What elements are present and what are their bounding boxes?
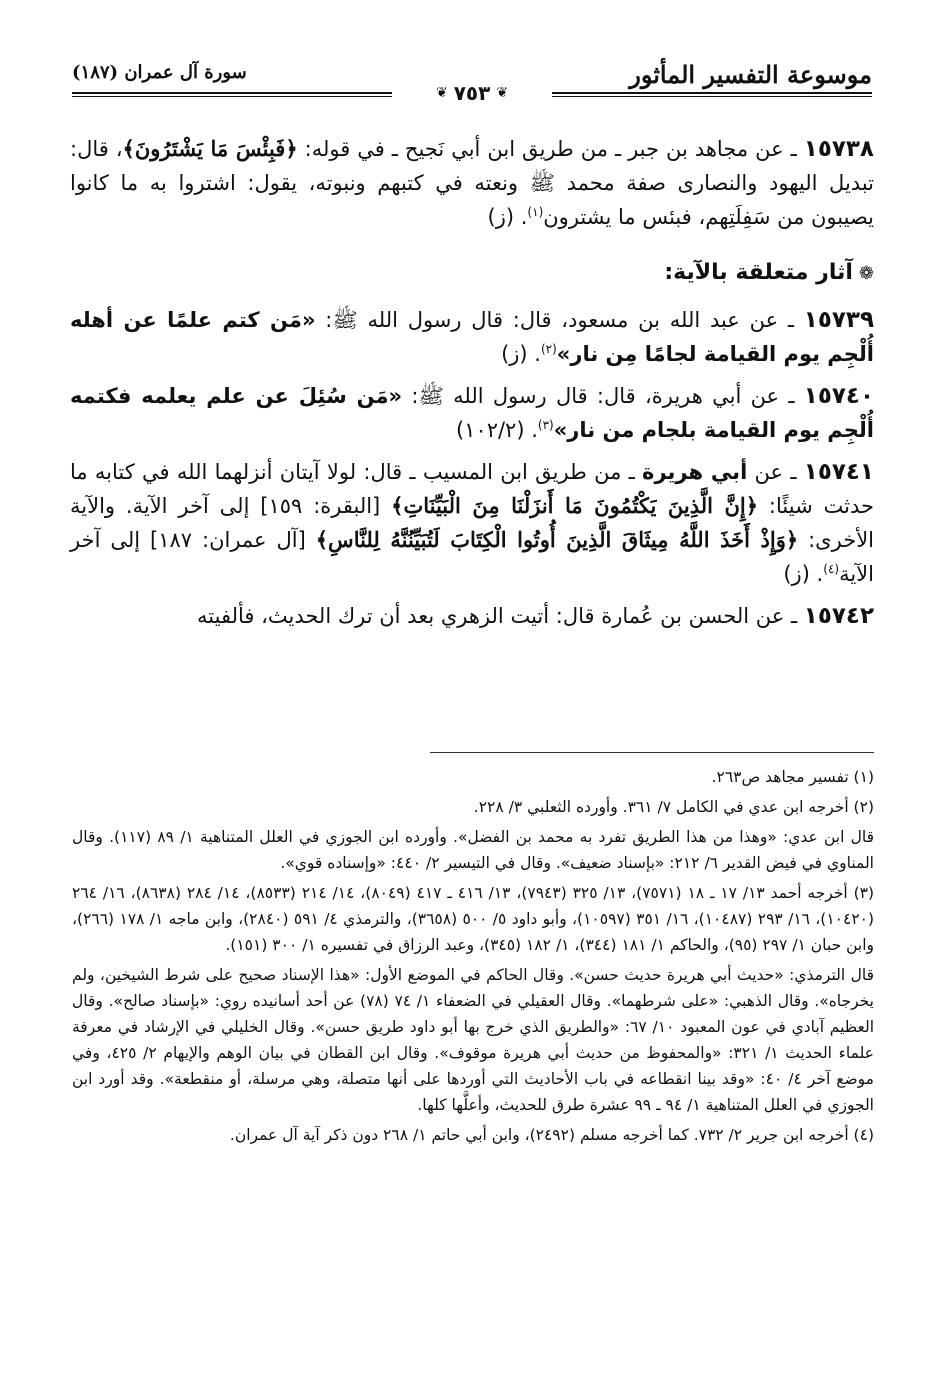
- entry-text: ـ من طريق ابن المسيب ـ قال: لولا آيتان أنزلهما الله في كتابه ما حدثت شيئًا:: [70, 460, 875, 518]
- hadith-text: «مَن كتم علمًا عن أهله أُلْجِم يوم القيامة لجامًا مِن نار»: [70, 308, 874, 366]
- footnote-ref: (٢): [540, 342, 557, 356]
- section-title: آثار متعلقة بالآية:: [664, 260, 853, 285]
- entry-number: ١٥٧٣٨: [803, 136, 874, 162]
- page-number: ٧٥٣: [453, 81, 491, 105]
- hadith-text: «مَن سُئِلَ عن علم يعلمه فكتمه أُلْجِم يوم القيامة بلجام من نار»: [70, 384, 874, 442]
- ornament-icon: ❦: [435, 85, 448, 101]
- narrator-name: أبي هريرة: [642, 460, 748, 484]
- footnote-ref: (٣): [537, 418, 554, 432]
- entry-15738: [70, 132, 874, 234]
- header-rule-right-thin: [552, 96, 872, 97]
- book-title: موسوعة التفسير المأثور: [629, 60, 872, 89]
- entry-15742: [70, 599, 874, 633]
- entry-number: ١٥٧٤٠: [803, 383, 874, 409]
- footnote: (٤) أخرجه ابن جرير ٢/ ٧٣٢. كما أخرجه مسلم (٢٤٩٢)، وابن أبي حاتم ١/ ٢٦٨ دون ذكر آية آل عمران.: [229, 1126, 874, 1144]
- section-heading: [70, 256, 874, 291]
- quran-verse: ﴿فَبِئْسَ مَا يَشْتَرُونَ﴾: [122, 136, 298, 161]
- entry-tail: . (ز): [487, 205, 528, 229]
- entry-text: ، قال: تبديل اليهود والنصارى صفة محمد ﷺ ونعته في كتبهم ونبوته، يقول: اشتروا به ما كانوا يصيبون من سَفِلَتِهم، فبئس ما يشترون: [70, 137, 874, 229]
- footnote: (١) تفسير مجاهد ص٢٦٣.: [711, 768, 874, 786]
- entry-15740: [70, 379, 874, 447]
- header-rule-right: [552, 92, 872, 94]
- footnote: قال الترمذي: «حديث أبي هريرة حديث حسن». وقال الحاكم في الموضع الأول: «هذا الإسناد صحيح على شرط الشيخين، ولم يخرجاه». وقال الذهبي: «على شرطهما». وقال العقيلي في الضعفاء ١/ ٧٤ (٧٨) عن أحد أسانيده روي: «بإسناد صالح». وقال العظيم آبادي في عون المعبود ١٠/ ٦٧: «والطريق الذي خرج بها أبو داود طريق حسن». وقال الخليلي في الإرشاد في معرفة علماء الحديث ١/ ٣٢١: «والمحفوظ من حديث أبي هريرة موقوف». وقال ابن القطان في بيان الوهم والإيهام ٢/ ٤٢٥، وفي موضع آخر ٤/ ٤٠: «وقد بينا انقطاعه في باب الأحاديث التي أوردها على أنها متصلة، وهي مرسلة، أو منقطعة». وقد أورد ابن الجوزي في العلل المتناهية ١/ ٩٤ ـ ٩٩ عشرة طرق للحديث، وأعلَّها كلها.: [72, 966, 874, 1114]
- header-rule-left-thin: [72, 96, 392, 97]
- page-header: [72, 54, 872, 106]
- footnotes: [72, 764, 874, 1152]
- footnote-ref: (٤): [823, 562, 840, 576]
- header-rule-left: [72, 92, 392, 94]
- entry-tail: . (ز): [501, 342, 541, 366]
- entry-number: ١٥٧٣٩: [803, 307, 874, 333]
- main-text: [70, 132, 874, 641]
- entry-text: [آل عمران: ١٨٧] إلى آخر الآية: [70, 528, 874, 586]
- entry-tail: . (ز): [783, 562, 824, 586]
- entry-text: ـ عن: [747, 460, 804, 484]
- entry-text: ـ عن أبي هريرة، قال: قال رسول الله ﷺ:: [402, 384, 804, 408]
- ornament-icon: ❦: [496, 85, 509, 101]
- footnote: (٣) أخرجه أحمد ١٣/ ١٧ ـ ١٨ (٧٥٧١)، ١٣/ ٣٢٥ (٧٩٤٣)، ١٣/ ٤١٦ ـ ٤١٧ (٨٠٤٩)، ١٤/ ٢١٤ (٨٥٣٣)، ١٤/ ٢٨٤ (٨٦٣٨)، ١٦/ ٢٦٤ (١٠٤٢٠)، ١٦/ ٢٩٣ (١٠٤٨٧)، ١٦/ ٣٥١ (١٠٥٩٧)، وأبو داود ٥/ ٥٠٠ (٣٦٥٨)، والترمذي ٤/ ٥٩١ (٢٨٤٠)، وابن ماجه ١/ ١٧٨ (٢٦٦)، وابن حبان ١/ ٢٩٧ (٩٥)، والحاكم ١/ ١٨١ (٣٤٤)، ١/ ١٨٢ (٣٤٥)، وعبد الرزاق في تفسيره ١/ ٣٠٠ (١٥١).: [72, 884, 875, 954]
- entry-text: ـ عن الحسن بن عُمارة قال: أتيت الزهري بعد أن ترك الحديث، فألفيته: [197, 604, 804, 628]
- footnote-ref: (١): [527, 205, 544, 219]
- entry-tail: . (١٠٢/٢): [455, 418, 538, 442]
- entry-number: ١٥٧٤١: [803, 459, 874, 485]
- footnote: (٢) أخرجه ابن عدي في الكامل ٧/ ٣٦١. وأورده الثعلبي ٣/ ٢٢٨.: [473, 798, 874, 816]
- footnote-separator: [430, 752, 874, 753]
- footnote: قال ابن عدي: «وهذا من هذا الطريق تفرد به محمد بن الفضل». وأورده ابن الجوزي في العلل المتناهية ١/ ٨٩ (١١٧). وقال المناوي في فيض القدير ٦/ ٢١٢: «بإسناد ضعيف». وقال في التيسير ٢/ ٤٤٠: «وإسناده قوي».: [72, 828, 874, 872]
- entry-text: ـ عن مجاهد بن جبر ـ من طريق ابن أبي نَجيح ـ في قوله:: [297, 137, 804, 161]
- entry-number: ١٥٧٤٢: [803, 603, 874, 629]
- entry-15741: [70, 455, 874, 591]
- entry-15739: [70, 303, 874, 371]
- entry-text: [البقرة: ١٥٩] إلى آخر الآية. والآية الأخرى:: [70, 494, 875, 552]
- flower-icon: ❁: [858, 263, 874, 284]
- quran-verse: ﴿إِنَّ الَّذِينَ يَكْتُمُونَ مَا أَنزَلْنَا مِنَ الْبَيِّنَاتِ﴾: [391, 493, 759, 518]
- surah-label: سورة آل عمران (١٨٧): [72, 62, 247, 83]
- page-number-box: [402, 80, 542, 106]
- quran-verse: ﴿وَإِذْ أَخَذَ اللَّهُ مِيثَاقَ الَّذِينَ أُوتُوا الْكِتَابَ لَتُبَيِّنُنَّهُ لِلنَّاسِ﴾: [315, 527, 799, 552]
- entry-text: ـ عن عبد الله بن مسعود، قال: قال رسول الله ﷺ:: [315, 308, 804, 332]
